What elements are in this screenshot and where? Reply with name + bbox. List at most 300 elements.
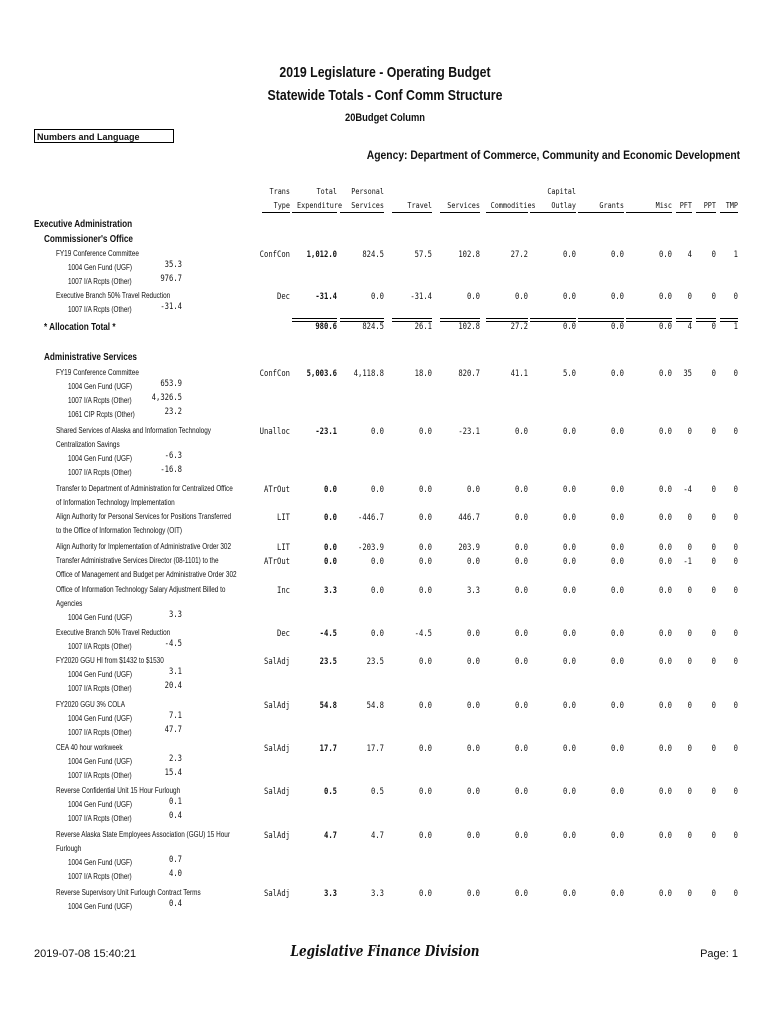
amount-cell: 3.3 xyxy=(323,889,337,899)
amount-cell: 0.0 xyxy=(466,889,480,899)
trans-type: LIT xyxy=(276,513,290,523)
transaction-description: FY2020 GGU 3% COLA xyxy=(56,700,126,709)
position-count: 0 xyxy=(711,292,716,302)
fund-source-name: 1007 I/A Rcpts (Other) xyxy=(68,277,132,286)
amount-cell: 54.8 xyxy=(319,701,337,711)
amount-cell: 0.0 xyxy=(562,322,576,332)
trans-type: Dec xyxy=(276,629,290,639)
amount-cell: 0.0 xyxy=(610,427,624,437)
fund-source-name: 1007 I/A Rcpts (Other) xyxy=(68,814,132,823)
amount-cell: 0.0 xyxy=(466,292,480,302)
amount-cell: 0.0 xyxy=(610,586,624,596)
fund-source-amount: -4.5 xyxy=(164,639,182,649)
amount-cell: 0.0 xyxy=(658,744,672,754)
amount-cell: 0.0 xyxy=(562,292,576,302)
transaction-description: Align Authority for Implementation of Administrative Order 302 xyxy=(56,542,232,551)
fund-source-name: 1004 Gen Fund (UGF) xyxy=(68,382,133,391)
position-count: 0 xyxy=(711,427,716,437)
position-count: 0 xyxy=(733,485,738,495)
position-count: 0 xyxy=(687,427,692,437)
amount-cell: 102.8 xyxy=(458,250,480,260)
trans-type: SalAdj xyxy=(263,787,290,797)
column-header-rule xyxy=(262,212,290,213)
fund-source-name: 1004 Gen Fund (UGF) xyxy=(68,800,133,809)
fund-source-amount: 0.1 xyxy=(168,797,182,807)
transaction-description: Reverse Confidential Unit 15 Hour Furlough xyxy=(56,786,181,795)
amount-cell: 4,118.8 xyxy=(353,369,384,379)
amount-cell: 0.0 xyxy=(610,787,624,797)
amount-cell: 0.0 xyxy=(562,657,576,667)
column-header-rule xyxy=(440,212,480,213)
position-count: 1 xyxy=(733,322,738,332)
position-count: 0 xyxy=(733,889,738,899)
amount-cell: 0.0 xyxy=(562,744,576,754)
fund-source-amount: 15.4 xyxy=(164,768,182,778)
amount-cell: 0.0 xyxy=(610,557,624,567)
amount-cell: 0.0 xyxy=(658,543,672,553)
fund-source-name: 1061 CIP Rcpts (Other) xyxy=(68,410,135,419)
column-header-rule xyxy=(720,212,738,213)
amount-cell: 0.0 xyxy=(514,889,528,899)
position-count: 0 xyxy=(687,787,692,797)
amount-cell: 27.2 xyxy=(510,250,528,260)
position-count: 0 xyxy=(733,831,738,841)
amount-cell: 0.0 xyxy=(323,557,337,567)
position-count: 0 xyxy=(733,427,738,437)
amount-cell: 0.0 xyxy=(562,831,576,841)
trans-type: SalAdj xyxy=(263,657,290,667)
amount-cell: 0.0 xyxy=(562,427,576,437)
amount-cell: 0.0 xyxy=(514,787,528,797)
amount-cell: 0.0 xyxy=(514,543,528,553)
column-header-line2: TMP xyxy=(725,201,738,210)
position-count: 0 xyxy=(687,831,692,841)
amount-cell: 0.0 xyxy=(658,831,672,841)
transaction-description: Office of Information Technology Salary Adjustment Billed to xyxy=(56,585,226,594)
amount-cell: 0.0 xyxy=(562,513,576,523)
column-header-rule xyxy=(392,212,432,213)
amount-cell: -23.1 xyxy=(315,427,337,437)
amount-cell: 824.5 xyxy=(362,250,384,260)
column-header-line1: Total xyxy=(316,187,337,196)
footer-division: Legislative Finance Division xyxy=(290,942,480,960)
fund-source-amount: 4,326.5 xyxy=(151,393,182,403)
amount-cell: 980.6 xyxy=(315,322,337,332)
position-count: 0 xyxy=(733,557,738,567)
trans-type: SalAdj xyxy=(263,831,290,841)
position-count: 4 xyxy=(687,322,692,332)
transaction-description: FY19 Conference Committee xyxy=(56,249,139,258)
position-count: 35 xyxy=(683,369,692,379)
fund-source-name: 1007 I/A Rcpts (Other) xyxy=(68,642,132,651)
position-count: 0 xyxy=(733,744,738,754)
fund-source-amount: 2.3 xyxy=(168,754,182,764)
column-header-line2: Travel xyxy=(407,201,432,210)
amount-cell: 820.7 xyxy=(458,369,480,379)
position-count: 0 xyxy=(733,787,738,797)
position-count: 0 xyxy=(711,701,716,711)
amount-cell: 5,003.6 xyxy=(306,369,337,379)
transaction-description: FY19 Conference Committee xyxy=(56,368,139,377)
transaction-description: Executive Branch 50% Travel Reduction xyxy=(56,628,171,637)
column-header-line2: PFT xyxy=(679,201,692,210)
amount-cell: 0.0 xyxy=(610,889,624,899)
transaction-description: Transfer to Department of Administration for Centralized Office xyxy=(56,484,233,493)
amount-cell: 0.0 xyxy=(658,657,672,667)
fund-source-amount: 0.7 xyxy=(168,855,182,865)
fund-source-name: 1004 Gen Fund (UGF) xyxy=(68,757,133,766)
position-count: 0 xyxy=(711,557,716,567)
position-count: 0 xyxy=(733,513,738,523)
position-count: 0 xyxy=(733,701,738,711)
fund-source-name: 1007 I/A Rcpts (Other) xyxy=(68,396,132,405)
column-header-line1: Trans xyxy=(269,187,290,196)
position-count: 0 xyxy=(711,543,716,553)
fund-source-amount: 3.1 xyxy=(168,667,182,677)
amount-cell: 0.0 xyxy=(418,513,432,523)
position-count: 0 xyxy=(711,369,716,379)
amount-cell: 0.0 xyxy=(658,557,672,567)
position-count: 0 xyxy=(687,744,692,754)
amount-cell: 824.5 xyxy=(362,322,384,332)
amount-cell: 0.0 xyxy=(466,557,480,567)
amount-cell: 0.5 xyxy=(323,787,337,797)
amount-cell: 0.0 xyxy=(370,427,384,437)
column-header-line2: Expenditure xyxy=(297,201,343,210)
amount-cell: 3.3 xyxy=(370,889,384,899)
position-count: 0 xyxy=(711,586,716,596)
fund-source-name: 1007 I/A Rcpts (Other) xyxy=(68,468,132,477)
section-executive-administration: Executive Administration xyxy=(34,219,133,230)
column-header-line2: Commodities xyxy=(490,201,536,210)
position-count: -4 xyxy=(683,485,692,495)
amount-cell: 3.3 xyxy=(323,586,337,596)
fund-source-amount: 20.4 xyxy=(164,681,182,691)
trans-type: ATrOut xyxy=(263,485,290,495)
position-count: 0 xyxy=(733,292,738,302)
trans-type: Dec xyxy=(276,292,290,302)
amount-cell: 4.7 xyxy=(323,831,337,841)
fund-source-amount: -31.4 xyxy=(160,302,182,312)
fund-source-amount: 0.4 xyxy=(168,811,182,821)
transaction-description: Agencies xyxy=(56,599,83,608)
column-header-rule xyxy=(292,212,337,213)
position-count: 0 xyxy=(711,485,716,495)
trans-type: Unalloc xyxy=(259,427,290,437)
amount-cell: 0.0 xyxy=(323,543,337,553)
amount-cell: 0.0 xyxy=(370,629,384,639)
amount-cell: 0.0 xyxy=(562,250,576,260)
amount-cell: 0.0 xyxy=(658,427,672,437)
amount-cell: 0.5 xyxy=(370,787,384,797)
position-count: 0 xyxy=(733,543,738,553)
amount-cell: 0.0 xyxy=(514,485,528,495)
amount-cell: 0.0 xyxy=(514,513,528,523)
transaction-description: Furlough xyxy=(56,844,82,853)
transaction-description: Transfer Administrative Services Director (08-1101) to the xyxy=(56,556,219,565)
fund-source-name: 1007 I/A Rcpts (Other) xyxy=(68,771,132,780)
agency-label: Agency: Department of Commerce, Community and Economic Development xyxy=(366,148,740,162)
amount-cell: 102.8 xyxy=(458,322,480,332)
amount-cell: 0.0 xyxy=(418,586,432,596)
amount-cell: 0.0 xyxy=(658,787,672,797)
amount-cell: 0.0 xyxy=(562,485,576,495)
fund-source-amount: 4.0 xyxy=(168,869,182,879)
amount-cell: 0.0 xyxy=(610,629,624,639)
position-count: 0 xyxy=(711,629,716,639)
amount-cell: -31.4 xyxy=(315,292,337,302)
position-count: 0 xyxy=(733,657,738,667)
allocation-administrative-services: Administrative Services xyxy=(44,352,137,363)
amount-cell: 1,012.0 xyxy=(306,250,337,260)
amount-cell: 0.0 xyxy=(466,787,480,797)
position-count: 0 xyxy=(733,369,738,379)
amount-cell: 17.7 xyxy=(319,744,337,754)
amount-cell: 0.0 xyxy=(562,557,576,567)
amount-cell: 0.0 xyxy=(610,292,624,302)
column-header-rule xyxy=(340,212,384,213)
amount-cell: 54.8 xyxy=(366,701,384,711)
amount-cell: 0.0 xyxy=(370,292,384,302)
column-header-line2: Services xyxy=(351,201,384,210)
amount-cell: 0.0 xyxy=(562,889,576,899)
column-header-line2: Grants xyxy=(599,201,624,210)
footer-page-number: Page: 1 xyxy=(700,948,738,960)
amount-cell: 203.9 xyxy=(458,543,480,553)
allocation-total-label: * Allocation Total * xyxy=(44,322,116,333)
amount-cell: 0.0 xyxy=(514,744,528,754)
amount-cell: 0.0 xyxy=(370,557,384,567)
allocation-commissioners-office: Commissioner's Office xyxy=(44,234,133,245)
trans-type: LIT xyxy=(276,543,290,553)
amount-cell: 0.0 xyxy=(514,629,528,639)
amount-cell: 0.0 xyxy=(466,831,480,841)
trans-type: ATrOut xyxy=(263,557,290,567)
amount-cell: 17.7 xyxy=(366,744,384,754)
fund-source-name: 1007 I/A Rcpts (Other) xyxy=(68,728,132,737)
footer-date: 2019-07-08 15:40:21 xyxy=(34,948,137,960)
fund-source-name: 1007 I/A Rcpts (Other) xyxy=(68,305,132,314)
amount-cell: 0.0 xyxy=(514,427,528,437)
trans-type: Inc xyxy=(276,586,290,596)
amount-cell: 0.0 xyxy=(658,586,672,596)
fund-source-amount: 23.2 xyxy=(164,407,182,417)
column-header-line1: Personal xyxy=(351,187,384,196)
fund-source-amount: 35.3 xyxy=(164,260,182,270)
position-count: 0 xyxy=(711,744,716,754)
position-count: 0 xyxy=(687,513,692,523)
amount-cell: 0.0 xyxy=(514,292,528,302)
amount-cell: 0.0 xyxy=(514,657,528,667)
column-header-rule xyxy=(530,212,576,213)
position-count: 0 xyxy=(687,701,692,711)
fund-source-name: 1004 Gen Fund (UGF) xyxy=(68,263,133,272)
position-count: 0 xyxy=(711,657,716,667)
amount-cell: 446.7 xyxy=(458,513,480,523)
position-count: -1 xyxy=(683,557,692,567)
amount-cell: 0.0 xyxy=(418,701,432,711)
amount-cell: 41.1 xyxy=(510,369,528,379)
report-subtitle: Statewide Totals - Conf Comm Structure xyxy=(267,87,503,104)
report-title: 2019 Legislature - Operating Budget xyxy=(279,64,491,81)
amount-cell: -4.5 xyxy=(319,629,337,639)
amount-cell: 0.0 xyxy=(514,586,528,596)
column-header-rule xyxy=(696,212,716,213)
transaction-description: Align Authority for Personal Services for Positions Transferred xyxy=(56,512,232,521)
fund-source-amount: -16.8 xyxy=(160,465,182,475)
amount-cell: 0.0 xyxy=(562,586,576,596)
position-count: 0 xyxy=(687,629,692,639)
amount-cell: -23.1 xyxy=(458,427,480,437)
amount-cell: 23.5 xyxy=(319,657,337,667)
amount-cell: 0.0 xyxy=(658,889,672,899)
column-header-line2: Misc xyxy=(655,201,672,210)
position-count: 0 xyxy=(711,831,716,841)
position-count: 0 xyxy=(733,586,738,596)
fund-source-name: 1007 I/A Rcpts (Other) xyxy=(68,872,132,881)
position-count: 0 xyxy=(711,322,716,332)
amount-cell: 0.0 xyxy=(658,485,672,495)
fund-source-amount: 976.7 xyxy=(160,274,182,284)
transaction-description: Reverse Alaska State Employees Association (GGU) 15 Hour xyxy=(56,830,230,839)
transaction-description: Centralization Savings xyxy=(56,440,120,449)
position-count: 0 xyxy=(687,292,692,302)
amount-cell: 0.0 xyxy=(658,513,672,523)
amount-cell: 0.0 xyxy=(418,889,432,899)
trans-type: ConfCon xyxy=(259,250,290,260)
trans-type: SalAdj xyxy=(263,744,290,754)
position-count: 0 xyxy=(687,889,692,899)
fund-source-name: 1007 I/A Rcpts (Other) xyxy=(68,684,132,693)
fund-source-amount: 653.9 xyxy=(160,379,182,389)
position-count: 4 xyxy=(687,250,692,260)
amount-cell: 4.7 xyxy=(370,831,384,841)
amount-cell: 0.0 xyxy=(466,485,480,495)
column-header-rule xyxy=(626,212,672,213)
amount-cell: -446.7 xyxy=(357,513,384,523)
amount-cell: 0.0 xyxy=(658,250,672,260)
fund-source-amount: 7.1 xyxy=(168,711,182,721)
amount-cell: 0.0 xyxy=(658,322,672,332)
column-header-line2: Type xyxy=(273,201,290,210)
amount-cell: 0.0 xyxy=(610,831,624,841)
amount-cell: 0.0 xyxy=(418,543,432,553)
amount-cell: 57.5 xyxy=(414,250,432,260)
amount-cell: 0.0 xyxy=(658,369,672,379)
amount-cell: 3.3 xyxy=(466,586,480,596)
column-header-rule xyxy=(486,212,528,213)
position-count: 0 xyxy=(711,787,716,797)
amount-cell: 0.0 xyxy=(658,629,672,639)
amount-cell: -203.9 xyxy=(357,543,384,553)
position-count: 1 xyxy=(733,250,738,260)
transaction-description: CEA 40 hour workweek xyxy=(56,743,123,752)
position-count: 0 xyxy=(687,657,692,667)
fund-source-amount: 47.7 xyxy=(164,725,182,735)
amount-cell: 0.0 xyxy=(610,322,624,332)
amount-cell: 27.2 xyxy=(510,322,528,332)
amount-cell: 0.0 xyxy=(323,513,337,523)
column-header-rule xyxy=(676,212,692,213)
amount-cell: 0.0 xyxy=(418,557,432,567)
amount-cell: 0.0 xyxy=(610,701,624,711)
amount-cell: 0.0 xyxy=(418,831,432,841)
amount-cell: 0.0 xyxy=(370,485,384,495)
amount-cell: 0.0 xyxy=(418,427,432,437)
amount-cell: 0.0 xyxy=(658,292,672,302)
position-count: 0 xyxy=(711,889,716,899)
amount-cell: 5.0 xyxy=(562,369,576,379)
amount-cell: 0.0 xyxy=(610,543,624,553)
amount-cell: 0.0 xyxy=(514,831,528,841)
amount-cell: 0.0 xyxy=(562,787,576,797)
amount-cell: 0.0 xyxy=(418,787,432,797)
amount-cell: 18.0 xyxy=(414,369,432,379)
amount-cell: 0.0 xyxy=(466,744,480,754)
position-count: 0 xyxy=(733,629,738,639)
amount-cell: 0.0 xyxy=(610,657,624,667)
amount-cell: 0.0 xyxy=(610,369,624,379)
fund-source-name: 1004 Gen Fund (UGF) xyxy=(68,613,133,622)
position-count: 0 xyxy=(687,543,692,553)
fund-source-name: 1004 Gen Fund (UGF) xyxy=(68,858,133,867)
trans-type: SalAdj xyxy=(263,701,290,711)
amount-cell: -31.4 xyxy=(410,292,432,302)
amount-cell: 0.0 xyxy=(323,485,337,495)
amount-cell: 0.0 xyxy=(514,557,528,567)
amount-cell: 0.0 xyxy=(466,701,480,711)
transaction-description: Reverse Supervisory Unit Furlough Contract Terms xyxy=(56,888,201,897)
trans-type: ConfCon xyxy=(259,369,290,379)
position-count: 0 xyxy=(687,586,692,596)
amount-cell: 0.0 xyxy=(562,629,576,639)
column-header-rule xyxy=(578,212,624,213)
fund-source-name: 1004 Gen Fund (UGF) xyxy=(68,714,133,723)
amount-cell: 0.0 xyxy=(418,744,432,754)
amount-cell: 0.0 xyxy=(562,543,576,553)
amount-cell: 0.0 xyxy=(562,701,576,711)
transaction-description: FY2020 GGU HI from $1432 to $1530 xyxy=(56,656,164,665)
amount-cell: 23.5 xyxy=(366,657,384,667)
column-header-line2: Services xyxy=(447,201,480,210)
fund-source-name: 1004 Gen Fund (UGF) xyxy=(68,454,133,463)
amount-cell: 0.0 xyxy=(610,744,624,754)
fund-source-amount: 3.3 xyxy=(168,610,182,620)
budget-column-label: 20Budget Column xyxy=(344,112,426,124)
fund-source-amount: -6.3 xyxy=(164,451,182,461)
transaction-description: of Information Technology Implementation xyxy=(56,498,175,507)
amount-cell: 0.0 xyxy=(466,657,480,667)
amount-cell: 0.0 xyxy=(370,586,384,596)
transaction-description: to the Office of Information Technology (OIT) xyxy=(56,526,183,535)
amount-cell: 0.0 xyxy=(418,657,432,667)
position-count: 0 xyxy=(711,513,716,523)
amount-cell: 0.0 xyxy=(418,485,432,495)
amount-cell: 0.0 xyxy=(610,485,624,495)
amount-cell: 0.0 xyxy=(610,513,624,523)
amount-cell: 0.0 xyxy=(466,629,480,639)
trans-type: SalAdj xyxy=(263,889,290,899)
fund-source-name: 1004 Gen Fund (UGF) xyxy=(68,670,133,679)
amount-cell: 0.0 xyxy=(514,701,528,711)
column-header-line2: Outlay xyxy=(551,201,576,210)
amount-cell: 0.0 xyxy=(610,250,624,260)
amount-cell: -4.5 xyxy=(414,629,432,639)
column-header-line1: Capital xyxy=(547,187,576,196)
fund-source-amount: 0.4 xyxy=(168,899,182,909)
position-count: 0 xyxy=(711,250,716,260)
amount-cell: 0.0 xyxy=(658,701,672,711)
